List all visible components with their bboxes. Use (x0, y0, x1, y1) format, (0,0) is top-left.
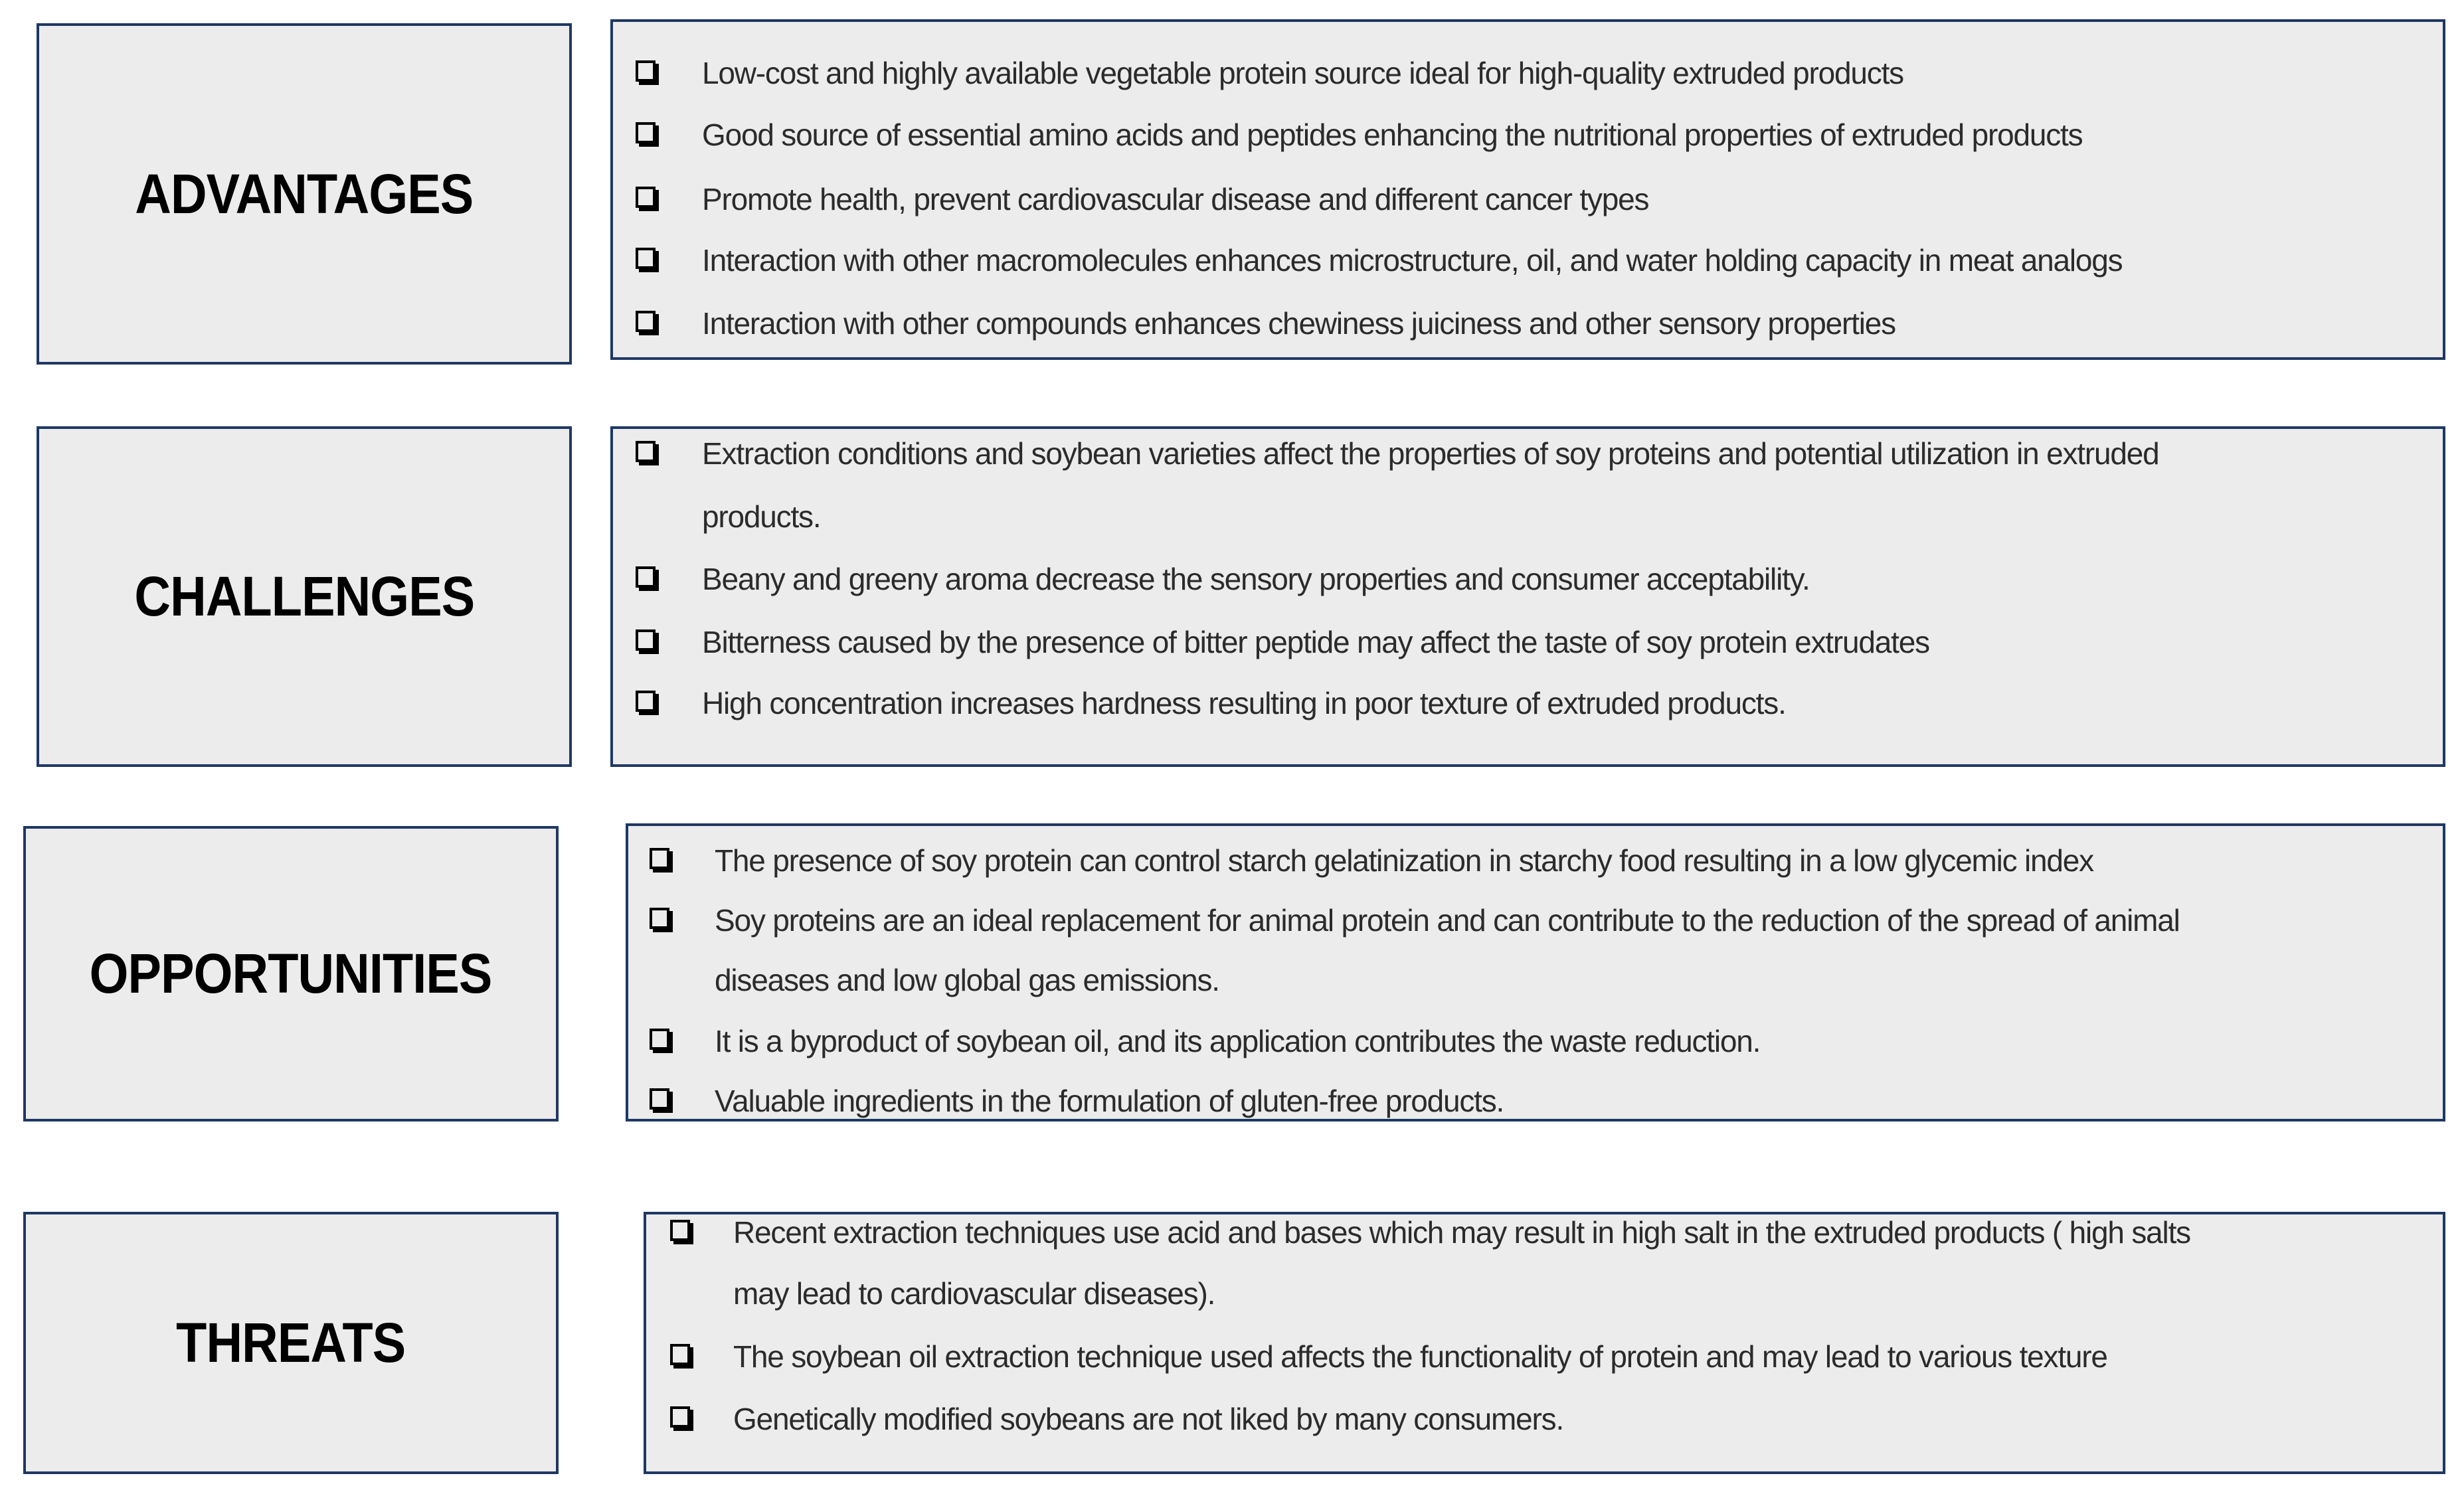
checkbox-bullet-icon (670, 1406, 690, 1428)
advantages-item: Low-cost and highly available vegetable protein source ideal for high-quality extruded products (702, 56, 1903, 90)
challenges-item: High concentration increases hardness resulting in poor texture of extruded products. (702, 686, 1786, 720)
checkbox-bullet-icon (650, 1029, 669, 1050)
opportunities-heading: OPPORTUNITIES (90, 942, 492, 1005)
checkbox-bullet-icon (636, 60, 656, 82)
advantages-item: Interaction with other macromolecules enhances microstructure, oil, and water holding capacity in meat analogs (702, 243, 2123, 278)
checkbox-bullet-icon (636, 311, 656, 332)
challenges-item: Extraction conditions and soybean varieties affect the properties of soy proteins and potential utilization in extruded (702, 436, 2159, 471)
checkbox-bullet-icon (636, 122, 656, 143)
challenges-item: Beany and greeny aroma decrease the sensory properties and consumer acceptability. (702, 562, 1810, 596)
threats-item: The soybean oil extraction technique used affects the functionality of protein and may lead to various texture (733, 1339, 2107, 1374)
checkbox-bullet-icon (636, 691, 656, 712)
advantages-item: Good source of essential amino acids and peptides enhancing the nutritional properties of extruded products (702, 118, 2083, 152)
checkbox-bullet-icon (650, 1088, 669, 1110)
opportunities-item: The presence of soy protein can control starch gelatinization in starchy food resulting in a low glycemic index (715, 843, 2093, 878)
opportunities-item: Soy proteins are an ideal replacement for animal protein and can contribute to the reduction of the spread of animal (715, 903, 2180, 938)
advantages-content-box (610, 19, 2445, 360)
challenges-heading: CHALLENGES (134, 565, 474, 627)
checkbox-bullet-icon (636, 566, 656, 588)
opportunities-label-box (23, 826, 559, 1122)
checkbox-bullet-icon (650, 848, 669, 869)
threats-heading: THREATS (176, 1311, 406, 1374)
opportunities-content-box (626, 823, 2445, 1122)
challenges-content-box (610, 426, 2445, 767)
opportunities-item: It is a byproduct of soybean oil, and its application contributes the waste reduction. (715, 1024, 1761, 1058)
checkbox-bullet-icon (670, 1220, 690, 1241)
checkbox-bullet-icon (636, 629, 656, 651)
challenges-label-box (37, 426, 572, 767)
advantages-item: Interaction with other compounds enhances chewiness juiciness and other sensory properties (702, 306, 1895, 341)
checkbox-bullet-icon (650, 908, 669, 929)
checkbox-bullet-icon (636, 248, 656, 269)
threats-label-box (23, 1212, 559, 1474)
challenges-item: Bitterness caused by the presence of bitter peptide may affect the taste of soy protein extrudates (702, 625, 1929, 659)
threats-item-continuation: may lead to cardiovascular diseases). (733, 1276, 1215, 1311)
opportunities-item-continuation: diseases and low global gas emissions. (715, 963, 1219, 997)
checkbox-bullet-icon (636, 187, 656, 208)
challenges-item-continuation: products. (702, 499, 821, 534)
opportunities-item: Valuable ingredients in the formulation of gluten-free products. (715, 1084, 1504, 1118)
checkbox-bullet-icon (636, 441, 656, 462)
advantages-heading: ADVANTAGES (135, 162, 474, 225)
checkbox-bullet-icon (670, 1344, 690, 1365)
threats-item: Genetically modified soybeans are not liked by many consumers. (733, 1402, 1564, 1436)
advantages-label-box (37, 23, 572, 365)
threats-content-box (644, 1212, 2445, 1474)
advantages-item: Promote health, prevent cardiovascular disease and different cancer types (702, 182, 1649, 216)
threats-item: Recent extraction techniques use acid and bases which may result in high salt in the extruded products ( high salts (733, 1215, 2190, 1250)
